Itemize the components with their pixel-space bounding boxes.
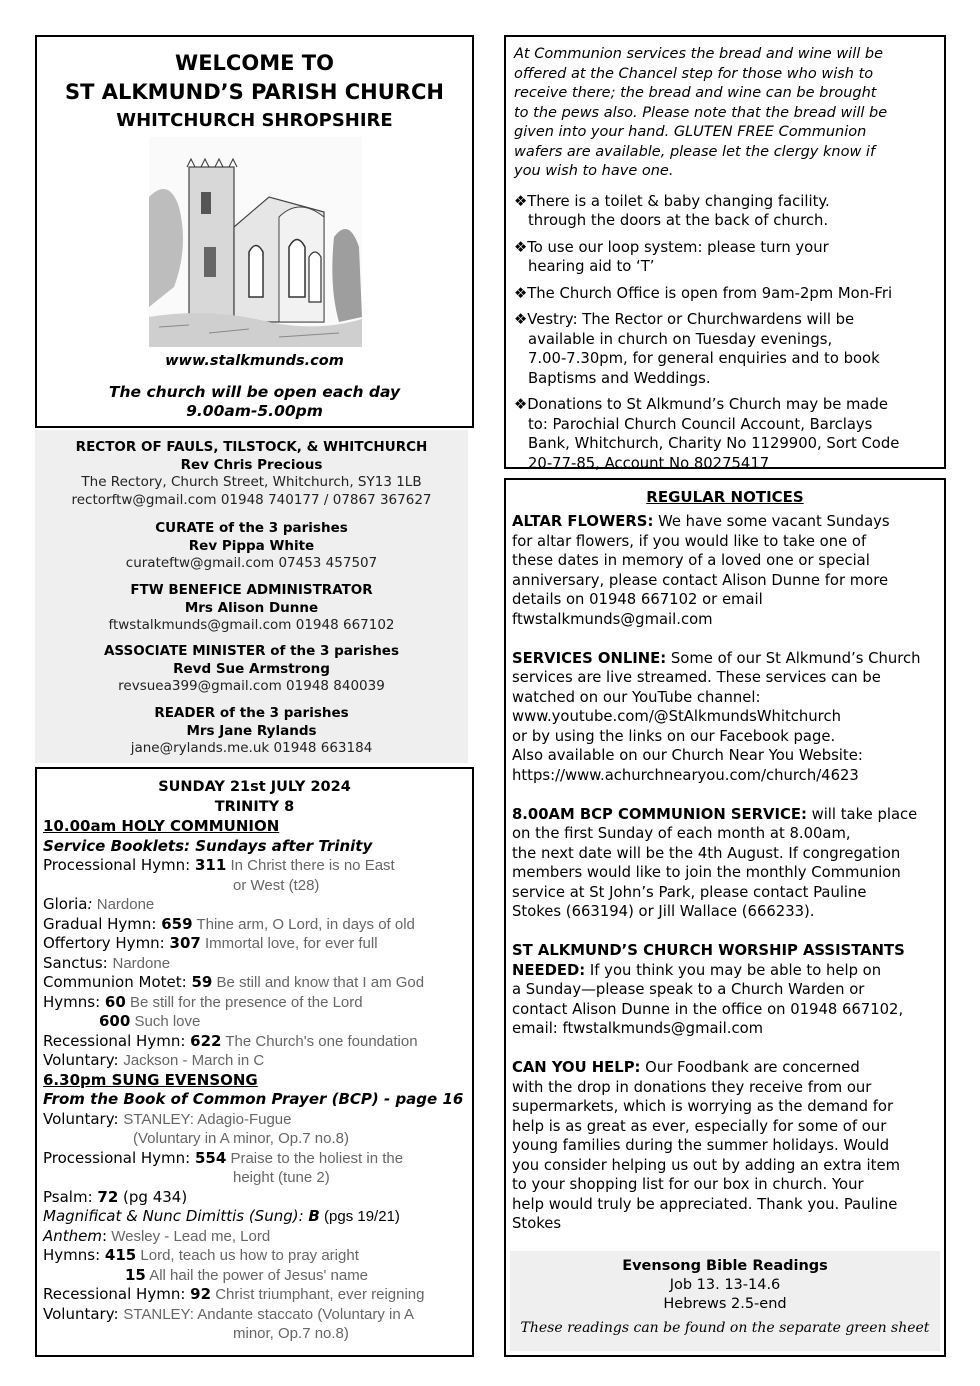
notice-altar-flowers: ALTAR FLOWERS: We have some vacant Sundays for altar flowers, if you would like to take one of these dates in memory of a loved one or special anniversary, please contact Alison Dunne for more details on 01948 667102 or email ftwstalkmunds@gmail.com	[512, 513, 890, 628]
notice-bcp-communion: 8.00AM BCP COMMUNION SERVICE: will take place on the first Sunday of each month at 8.00am, the next date will be the 4th August. If congregation members would like to join the monthly Communion service at St John’s Park, please contact Pauline Stokes (663194) or Jill Wallace (666233).	[512, 805, 918, 920]
church-sketch-image	[149, 137, 362, 347]
morning-booklet: Service Booklets: Sundays after Trinity	[43, 836, 373, 855]
communion-info-box	[504, 35, 946, 472]
bullet-icon: ❖	[514, 192, 528, 210]
contact-administrator	[35, 581, 468, 635]
contact-name: Rev Chris Precious	[180, 457, 323, 473]
contact-details: jane@rylands.me.uk 01948 663184	[130, 739, 373, 756]
regular-notices-box	[504, 478, 946, 1357]
evening-voluntary-cont: (Voluntary in A minor, Op.7 no.8)	[133, 1130, 349, 1147]
contact-name: Mrs Alison Dunne	[184, 599, 319, 616]
sanctus: Sanctus: Nardone	[43, 953, 171, 972]
psalm: Psalm: 72 (pg 434)	[43, 1187, 188, 1206]
contact-address: The Rectory, Church Street, Whitchurch, SY13 1LB	[81, 474, 422, 490]
email-link[interactable]: ftwstalkmunds@gmail.com	[512, 610, 713, 628]
welcome-title: WELCOME TO	[175, 51, 334, 75]
bullet-icon: ❖	[514, 311, 528, 328]
contact-details: ftwstalkmunds@gmail.com 01948 667102	[108, 616, 395, 633]
evening-processional-hymn: Processional Hymn: 554 Praise to the holiest in the	[43, 1148, 404, 1167]
evening-processional-hymn-cont: height (tune 2)	[233, 1169, 330, 1186]
contact-rector	[35, 438, 468, 509]
bullet-icon: ❖	[514, 238, 528, 256]
notice-services-online: SERVICES ONLINE: Some of our St Alkmund’s Church services are live streamed. These services can be watched on our YouTube channel: www.youtube.com/@StAlkmundsWhitchurch or by using the links on our Facebook page. Also available on our Church Near You Website: https://www.achurchnearyou.com/church/4623	[512, 649, 921, 784]
bullet-vestry: ❖Vestry: The Rector or Churchwardens will be available in church on Tuesday evenings, 7.00-7.30pm, for general enquiries and to book Baptisms and Weddings.	[514, 311, 880, 387]
opening-hours-line2: 9.00am-5.00pm	[186, 402, 323, 420]
readings-title: Evensong Bible Readings	[622, 1258, 828, 1274]
hymns-cont: 600 Such love	[99, 1012, 201, 1030]
anthem: Anthem: Wesley - Lead me, Lord	[43, 1226, 271, 1245]
evening-voluntary-2-cont: minor, Op.7 no.8)	[233, 1325, 349, 1342]
service-date: SUNDAY 21st JULY 2024	[158, 779, 351, 795]
church-location: WHITCHURCH SHROPSHIRE	[116, 110, 393, 131]
gloria: Gloria: Nardone	[43, 895, 155, 913]
contact-role: RECTOR OF FAULS, TILSTOCK, & WHITCHURCH	[75, 439, 428, 455]
service-trinity: TRINITY 8	[214, 799, 295, 815]
bullet-icon: ❖	[514, 284, 528, 302]
communion-motet: Communion Motet: 59 Be still and know that I am God	[43, 973, 425, 991]
bullet-donations: ❖Donations to St Alkmund’s Church may be made to: Parochial Church Council Account, Barclays Bank, Whitchurch, Charity No 1129900, Sort Code 20-77-85, Account No 80275417	[514, 396, 900, 472]
youtube-link[interactable]: www.youtube.com/@StAlkmundsWhitchurch	[512, 708, 841, 725]
bullet-icon: ❖	[514, 396, 528, 413]
evensong-readings-panel	[510, 1251, 940, 1351]
contact-details: curateftw@gmail.com 07453 457507	[125, 555, 378, 571]
communion-intro: At Communion services the bread and wine will be offered at the Chancel step for those who wish to receive there; the bread and wine can be brought to the pews also. Please note that the bread will be given into your hand. GLUTEN FREE Communion wafers are available, please let the clergy know if you wish to have one.	[514, 46, 888, 179]
notice-foodbank: CAN YOU HELP: Our Foodbank are concerned with the drop in donations they receive from our supermarkets, which is worrying as the demand for help is as great as ever, especially for some of our young families during the summer holidays. Would you consider helping us out by adding an extra item to your shopping list for our box in church. Your help would truly be appreciated. Thank you. Pauline Stokes	[512, 1059, 900, 1232]
evening-hymns: Hymns: 415 Lord, teach us how to pray aright	[43, 1246, 359, 1264]
morning-service-title: 10.00am HOLY COMMUNION	[43, 817, 280, 835]
church-near-you-link[interactable]: https://www.achurchnearyou.com/church/4623	[512, 766, 859, 784]
evening-recessional-hymn: Recessional Hymn: 92 Christ triumphant, ever reigning	[43, 1285, 425, 1303]
bullet-loop-system: ❖To use our loop system: please turn your hearing aid to ‘T’	[514, 238, 829, 275]
sunday-services-box	[35, 767, 474, 1357]
reading-2: Hebrews 2.5-end	[663, 1296, 787, 1312]
bullet-toilet: ❖There is a toilet & baby changing facility. through the doors at the back of church.	[514, 192, 830, 229]
contact-role: CURATE of the 3 parishes	[155, 520, 348, 536]
contact-role: READER of the 3 parishes	[154, 704, 349, 721]
magnificat: Magnificat & Nunc Dimittis (Sung): B (pgs 19/21)	[43, 1207, 400, 1225]
notices-heading: REGULAR NOTICES	[646, 488, 804, 506]
contact-role: FTW BENEFICE ADMINISTRATOR	[130, 581, 373, 598]
bullet-office-hours: ❖The Church Office is open from 9am-2pm Mon-Fri	[514, 284, 893, 302]
offertory-hymn: Offertory Hymn: 307 Immortal love, for ever full	[43, 934, 378, 952]
welcome-box	[35, 35, 474, 428]
website-link[interactable]: www.stalkmunds.com	[165, 353, 344, 369]
contact-details: revsuea399@gmail.com 01948 840039	[118, 678, 385, 694]
evening-book: From the Book of Common Prayer (BCP) - page 16	[43, 1090, 464, 1108]
voluntary: Voluntary: Jackson - March in C	[43, 1051, 265, 1069]
opening-hours-line1: The church will be open each day	[108, 383, 401, 401]
contact-details: rectorftw@gmail.com 01948 740177 / 07867 367627	[71, 491, 432, 508]
church-name: ST ALKMUND’S PARISH CHURCH	[65, 80, 444, 104]
contact-reader	[35, 704, 468, 758]
contact-name: Mrs Jane Rylands	[186, 722, 317, 739]
reading-1: Job 13. 13-14.6	[669, 1277, 781, 1293]
recessional-hymn: Recessional Hymn: 622 The Church's one foundation	[43, 1031, 418, 1050]
processional-hymn: Processional Hymn: 311 In Christ there is no East	[43, 856, 395, 874]
contact-role: ASSOCIATE MINISTER of the 3 parishes	[103, 643, 399, 659]
evening-voluntary-2: Voluntary: STANLEY: Andante staccato (Voluntary in A	[43, 1304, 415, 1323]
clergy-contacts-panel	[35, 430, 468, 763]
gradual-hymn: Gradual Hymn: 659 Thine arm, O Lord, in days of old	[43, 914, 415, 933]
contact-curate	[35, 519, 468, 573]
evening-hymns-cont: 15 All hail the power of Jesus' name	[125, 1265, 369, 1284]
notice-worship-assistants: ST ALKMUND’S CHURCH WORSHIP ASSISTANTS NEEDED: If you think you may be able to help on a Sunday—please speak to a Church Warden or contact Alison Dunne in the office on 01948 667102, email: ftwstalkmunds@gmail.com	[512, 942, 905, 1037]
evening-voluntary: Voluntary: STANLEY: Adagio-Fugue	[43, 1109, 292, 1128]
contact-associate-minister	[35, 642, 468, 696]
contact-name: Rev Pippa White	[188, 538, 315, 554]
hymns: Hymns: 60 Be still for the presence of the Lord	[43, 992, 363, 1011]
contact-name: Revd Sue Armstrong	[173, 661, 330, 677]
evening-service-title: 6.30pm SUNG EVENSONG	[43, 1070, 258, 1089]
readings-note: These readings can be found on the separate green sheet	[520, 1320, 930, 1336]
processional-hymn-cont: or West (t28)	[233, 876, 320, 894]
